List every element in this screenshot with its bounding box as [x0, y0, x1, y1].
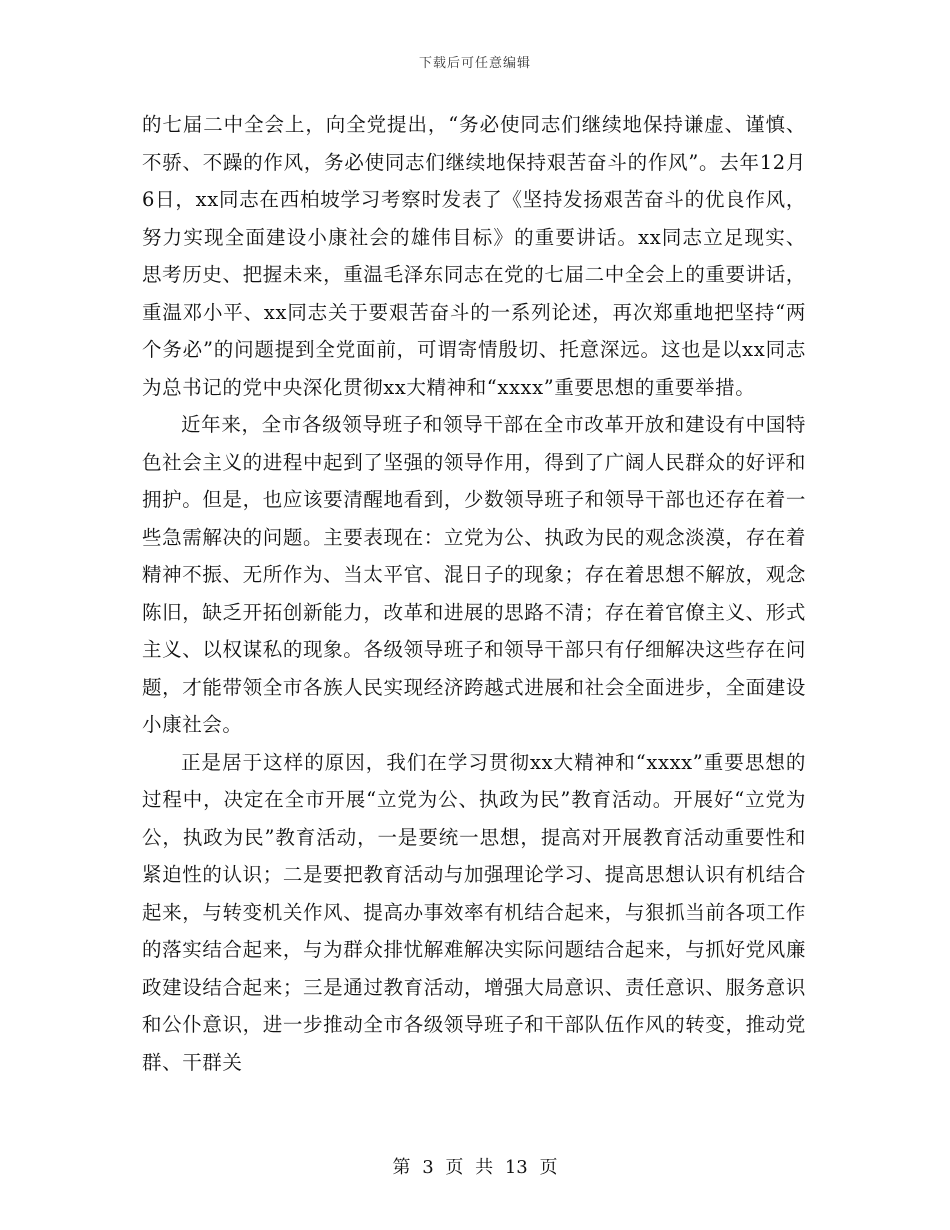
paragraph-2: 近年来，全市各级领导班子和领导干部在全市改革开放和建设有中国特色社会主义的进程中起到了坚强的领导作用，得到了广阔人民群众的好评和拥护。但是，也应该要清醒地看到，少数领导班子和领导干部也还存在着一些急需解决的问题。主要表现在：立党为公、执政为民的观念淡漠，存在着精神不振、无所作为、当太平官、混日子的现象；存在着思想不解放，观念陈旧，缺乏开拓创新能力，改革和进展的思路不清；存在着官僚主义、形式主义、以权谋私的现象。各级领导班子和领导干部只有仔细解决这些存在问题，才能带领全市各族人民实现经济跨越式进展和社会全面进步，全面建设小康社会。	[142, 413, 806, 736]
paragraph-1: 的七届二中全会上，向全党提出，“务必使同志们继续地保持谦虚、谨慎、不骄、不躁的作风，务必使同志们继续地保持艰苦奋斗的作风”。去年12月6日，xx同志在西柏坡学习考察时发表了《坚持发扬艰苦奋斗的优良作风，努力实现全面建设小康社会的雄伟目标》的重要讲话。xx同志立足现实、思考历史、把握未来，重温毛泽东同志在党的七届二中全会上的重要讲话，重温邓小平、xx同志关于要艰苦奋斗的一系列论述，再次郑重地把坚持“两个务必”的问题提到全党面前，可谓寄情殷切、托意深远。这也是以xx同志为总书记的党中央深化贯彻xx大精神和“xxxx”重要思想的重要举措。	[142, 113, 806, 399]
page-number-footer: 第 3 页 共 13 页	[392, 1157, 558, 1178]
document-body	[142, 106, 806, 1081]
paragraph-3: 正是居于这样的原因，我们在学习贯彻xx大精神和“xxxx”重要思想的过程中，决定在全市开展“立党为公、执政为民”教育活动。开展好“立党为公，执政为民”教育活动，一是要统一思想，提高对开展教育活动重要性和紧迫性的认识；二是要把教育活动与加强理论学习、提高思想认识有机结合起来，与转变机关作风、提高办事效率有机结合起来，与狠抓当前各项工作的落实结合起来，与为群众排忧解难解决实际问题结合起来，与抓好党风廉政建设结合起来；三是通过教育活动，增强大局意识、责任意识、服务意识和公仆意识，进一步推动全市各级领导班子和干部队伍作风的转变，推动党群、干群关	[142, 750, 806, 1074]
header-note: 下载后可任意编辑	[418, 56, 531, 71]
